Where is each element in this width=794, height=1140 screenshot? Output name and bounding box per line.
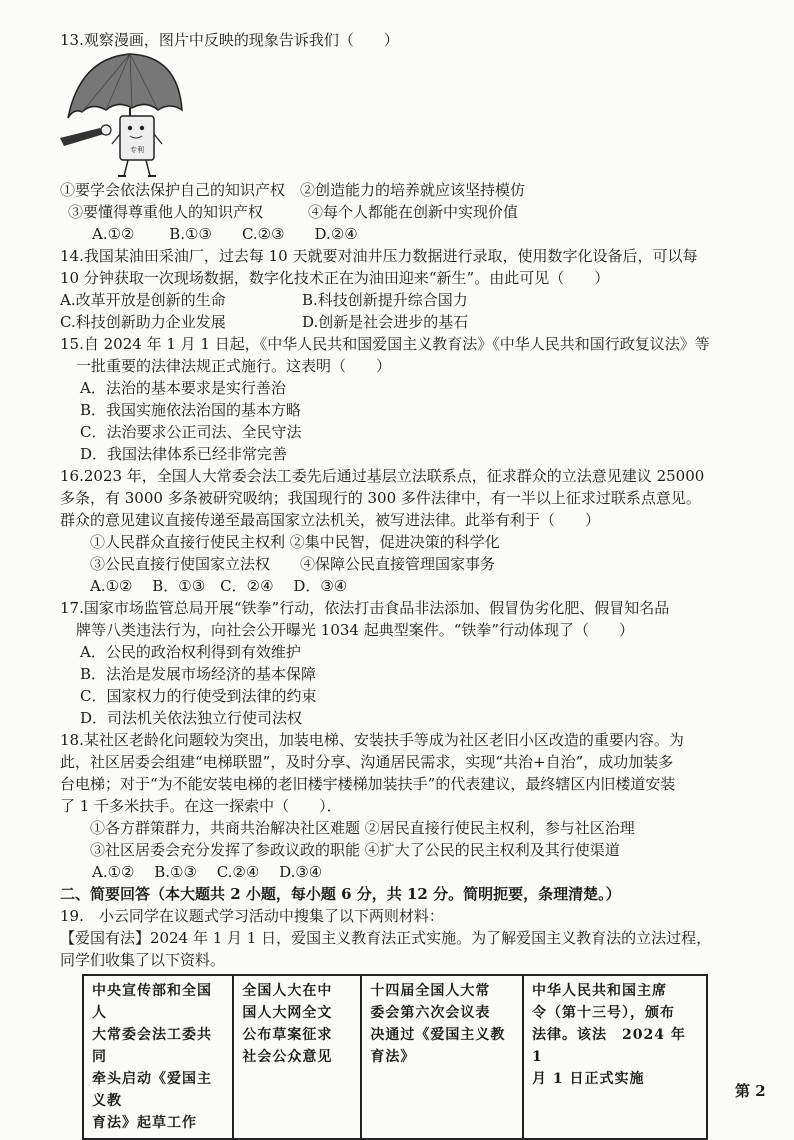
q14-stem-line1: 14.我国某油田采油厂，过去每 10 天就要对油井压力数据进行录取，使用数字化设备后，可以每 <box>60 247 698 265</box>
umbrella-cartoon-illustration <box>60 48 185 178</box>
q16-stem-line1: 16.2023 年，全国人大常委会法工委先后通过基层立法联系点，征求群众的立法意见建议 25000 <box>60 467 705 485</box>
q19-stem: 19. 小云同学在议题式学习活动中搜集了以下两则材料： <box>60 907 444 925</box>
timeline-cell-promulgation: 中华人民共和国主席 令（第十三号），颁布 法律。该法 2024 年 1 月 1 日正式实施 <box>523 975 707 1139</box>
q13-stem: 13.观察漫画，图片中反映的现象告诉我们（ ） <box>60 31 399 49</box>
q17-option-a: A．公民的政治权利得到有效维护 <box>80 643 301 661</box>
q16-stem-line2: 多条，有 3000 多条被研究吸纳；我国现行的 300 多件法律中，有一半以上征求过联系点意见。 <box>60 489 701 507</box>
q14-option-a: A.改革开放是创新的生命 <box>60 291 226 309</box>
q13-options-line1: ①要学会依法保护自己的知识产权 ②创造能力的培养就应该坚持模仿 <box>60 181 526 199</box>
page-number: 第 2 <box>735 1082 766 1100</box>
q13-choices: A.①② B.①③ C.②③ D.②④ <box>92 225 358 243</box>
q18-options-line2: ③社区居委会充分发挥了参政议政的职能 ④扩大了公民的民主权利及其行使渠道 <box>90 841 620 859</box>
q15-stem-line2: 一批重要的法律法规正式施行。这表明（ ） <box>76 357 392 375</box>
timeline-cell-drafting: 中央宣传部和全国人 大常委会法工委共同 牵头启动《爱国主义教 育法》起草工作 <box>83 975 233 1139</box>
q16-options-line1: ①人民群众直接行使民主权利 ②集中民智，促进决策的科学化 <box>90 533 500 551</box>
q16-options-line2: ③公民直接行使国家立法权 ④保障公民直接管理国家事务 <box>90 555 496 573</box>
q17-stem-line2: 牌等八类违法行为，向社会公开曝光 1034 起典型案件。“铁拳”行动体现了（ ） <box>76 621 635 639</box>
q17-option-c: C．国家权力的行使受到法律的约束 <box>80 687 317 705</box>
q16-choices: A.①② B．①③ C．②④ D．③④ <box>90 577 348 595</box>
q16-stem-line3: 群众的意见建议直接传递至最高国家立法机关，被写进法律。此举有利于（ ） <box>60 511 601 529</box>
table-row <box>83 975 707 1139</box>
q19-material-line2: 同学们收集了以下资料。 <box>60 951 226 969</box>
q15-option-c: C．法治要求公正司法、全民守法 <box>80 423 302 441</box>
q17-option-d: D．司法机关依法独立行使司法权 <box>80 709 303 727</box>
q17-option-b: B．法治是发展市场经济的基本保障 <box>80 665 317 683</box>
q18-options-line1: ①各方群策群力，共商共治解决社区难题 ②居民直接行使民主权利，参与社区治理 <box>90 819 635 837</box>
timeline-cell-public-comment: 全国人大在中 国人大网全文 公布草案征求 社会公众意见 <box>233 975 361 1139</box>
q15-option-a: A．法治的基本要求是实行善治 <box>80 379 286 397</box>
q18-stem-line4: 了 1 千多米扶手。在这一探索中（ ）． <box>60 797 342 815</box>
book-label-text: 专利 <box>130 146 144 154</box>
q14-option-c: C.科技创新助力企业发展 <box>60 313 226 331</box>
legislation-timeline-table <box>82 974 708 1140</box>
q18-stem-line1: 18.某社区老龄化问题较为突出，加装电梯、安装扶手等成为社区老旧小区改造的重要内容。为 <box>60 731 684 749</box>
q18-stem-line3: 台电梯；对于“为不能安装电梯的老旧楼宇楼梯加装扶手”的代表建议，最终辖区内旧楼道安装 <box>60 775 676 793</box>
section2-heading: 二、简要回答（本大题共 2 小题，每小题 6 分，共 12 分。简明扼要，条理清楚。） <box>60 885 621 903</box>
q14-stem-line2: 10 分钟获取一次现场数据，数字化技术正在为油田迎来“新生”。由此可见（ ） <box>60 269 610 287</box>
q15-option-d: D．我国法律体系已经非常完善 <box>80 445 288 463</box>
q17-stem-line1: 17.国家市场监管总局开展“铁拳”行动，依法打击食品非法添加、假冒伪劣化肥、假冒知名品 <box>60 599 670 617</box>
q14-option-d: D.创新是社会进步的基石 <box>302 313 469 331</box>
q19-material-line1: 【爱国有法】2024 年 1 月 1 日，爱国主义教育法正式实施。为了解爱国主义教育法的立法过程， <box>60 929 712 947</box>
q18-choices: A.①② B.①③ C.②④ D.③④ <box>92 863 323 881</box>
q18-stem-line2: 此，社区居委会组建“电梯联盟”，及时分享、沟通居民需求，实现“共治+自治”，成功加装多 <box>60 753 674 771</box>
timeline-cell-vote: 十四届全国人大常 委会第六次会议表 决通过《爱国主义教 育法》 <box>361 975 523 1139</box>
q14-option-b: B.科技创新提升综合国力 <box>302 291 468 309</box>
q15-stem-line1: 15.自 2024 年 1 月 1 日起，《中华人民共和国爱国主义教育法》《中华人民共和国行政复议法》等 <box>60 335 710 353</box>
q15-option-b: B．我国实施依法治国的基本方略 <box>80 401 302 419</box>
q13-options-line2: ③要懂得尊重他人的知识产权 ④每个人都能在创新中实现价值 <box>68 203 519 221</box>
